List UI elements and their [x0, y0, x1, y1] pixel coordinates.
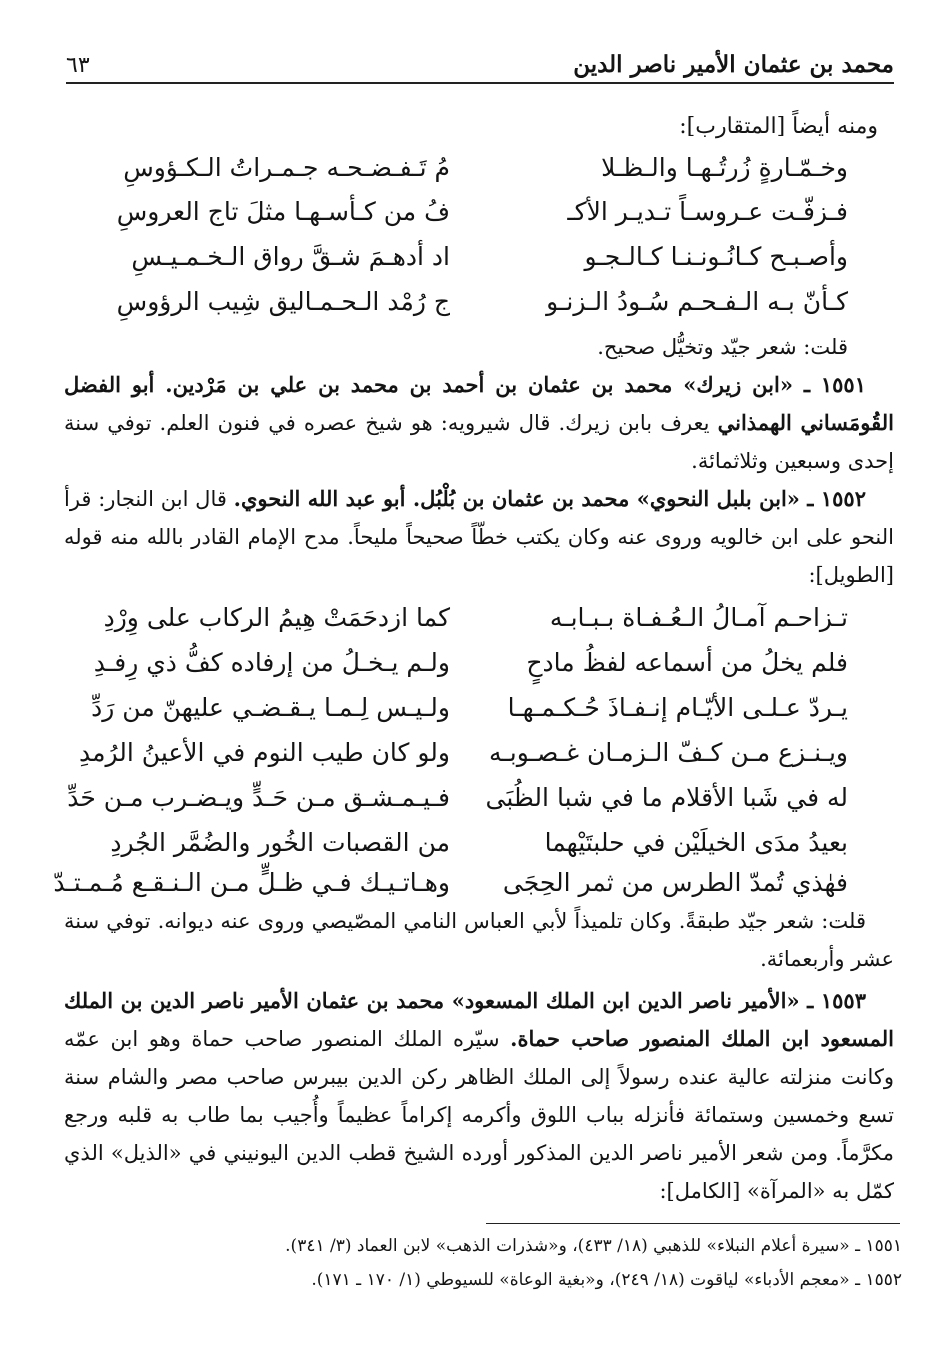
verse-second-hemistich: ج رُمْد الـحـمـاليق شِيب الرؤوسِ [116, 287, 450, 316]
running-title: محمد بن عثمان الأمير ناصر الدين [573, 51, 894, 78]
verse-first-hemistich: وأصـبـح كـانُـونـنـا كـالـجـو [584, 242, 848, 271]
verse-second-hemistich: وهـاتـيـك فـي ظـلٍّ مـن الـنـقـع مُـمـتـدّ [53, 868, 450, 897]
verse-line [66, 146, 894, 192]
verse-line [66, 641, 894, 687]
verse-line [66, 190, 894, 236]
entry-heading: ١٥٥٢ ـ «ابن بلبل النحوي» محمد بن عثمان بن بُلْبُل. أبو عبد الله النحوي. [233, 486, 866, 511]
verse-first-hemistich: تـزاحـم آمـالُ الـعُـفـاة بـبـابـه [549, 603, 848, 632]
verse-first-hemistich: له في شَبا الأقلام ما في شبا الظُبَى [485, 783, 848, 812]
verse-line [66, 776, 894, 822]
remark: قلت: شعر جيّد طبقةً. وكان تلميذاً لأبي العباس النامي المصّيصي وروى عنه ديوانه. توفي سنة عشر وأربعمائة. [64, 909, 894, 971]
entry-body: قال ابن النجار: قرأ النحو على ابن خالويه وروى عنه وكان يكتب خطّاً صحيحاً مليحاً. مدح الإمام القادر بالله منه قوله [الطويل]: [64, 487, 894, 587]
verse-second-hemistich: اد أدهـمَ شـقَّ رواق الـخـمـيـسِ [131, 242, 450, 271]
verse-line [66, 280, 894, 326]
entry-body: يعرف بابن زيرك. قال شيرويه: هو شيخ عصره في فنون العلم. توفي سنة إحدى وسبعين وثلاثمائة. [64, 411, 894, 473]
verse-line [66, 731, 894, 777]
entry-body: سيّره الملك المنصور صاحب حماة وهو ابن عمّه وكانت منزلته عالية عنده رسولاً إلى الملك الظاهر ركن الدين بيبرس صاحب مصر والشام سنة تسع وخمسين وستمائة فأنزله بباب اللوق وأكرمه إكراماً عظيماً وأُجيب بما طاب به قلبه ورجع مكرَّماً. ومن شعر الأمير ناصر الدين المذكور أورده الشيخ قطب الدين اليونيني في «الذيل» الذي كمّل به «المرآة» [الكامل]: [64, 1027, 894, 1203]
remark: قلت: شعر جيّد وتخيُّل صحيح. [597, 335, 848, 359]
verse-second-hemistich: كما ازدحَمَتْ هِيمُ الركاب على وِرْدِ [103, 603, 450, 632]
footnote: ١٥٥١ ـ «سيرة أعلام النبلاء» للذهبي (١٨/ ٤٣٣)، و«شذرات الذهب» لابن العماد (٣/ ٣٤١). [285, 1236, 902, 1256]
verse-line [66, 596, 894, 642]
page-header [66, 44, 894, 84]
verse-line [66, 235, 894, 281]
verse-first-hemistich: ويـنـزع مـن كـفّ الـزمـان غـصـوبـه [489, 738, 848, 767]
verse-second-hemistich: فُ من كـأسـهـا مثلَ تاج العروسِ [116, 197, 450, 226]
verse-first-hemistich: وخـمّـارةٍ زُرتُـهـا والـظـلا [601, 153, 848, 182]
entry-1551 [64, 366, 894, 480]
verse-first-hemistich: كـأنّ بـه الـفـحـم سُـودُ الـزنـو [546, 287, 848, 316]
footnote: ١٥٥٢ ـ «معجم الأدباء» لياقوت (١٨/ ٢٤٩)، و«بغية الوعاة» للسيوطي (١/ ١٧٠ ـ ١٧١). [311, 1270, 902, 1290]
page-number: ٦٣ [66, 53, 90, 78]
poem-intro: ومنه أيضاً [المتقارب]: [679, 114, 878, 139]
entry-heading: ١٥٥١ ـ «ابن زيرك» محمد بن عثمان بن أحمد بن محمد بن علي بن مَرْدين. أبو الفضل القُومَساني الهمذاني [64, 372, 894, 435]
verse-second-hemistich: ولو كان طيب النوم في الأعينُ الرُمدِ [78, 738, 450, 767]
verse-second-hemistich: ولـيـس لِـمـا يـقـضـي عليهنّ من رَدِّ [91, 693, 450, 722]
verse-line [53, 861, 894, 907]
verse-second-hemistich: ولـم يـخـلُ من إرفاده كفُّ ذي رِفـدِ [93, 648, 450, 677]
entry-1553 [64, 982, 894, 1210]
verse-first-hemistich: فـزفّـت عـروسـاً تـديـر الأكـ [567, 197, 848, 226]
footnote-divider [486, 1223, 900, 1224]
entry-heading: ١٥٥٣ ـ «الأمير ناصر الدين ابن الملك المسعود» محمد بن عثمان الأمير ناصر الدين بن الملك المسعود ابن الملك المنصور صاحب حماة. [64, 988, 894, 1051]
verse-second-hemistich: من القصبات الخُور والضُمَّر الجُردِ [110, 828, 450, 857]
verse-second-hemistich: مُ تَـفـضـحـه جـمـراتُ الـكـؤوسِ [123, 153, 450, 182]
verse-first-hemistich: بعيدُ مدَى الخيلَيْن في حلبتَيْهما [544, 828, 848, 857]
verse-line [66, 686, 894, 732]
verse-first-hemistich: فهٰذي تُمدّ الطرس من ثمر الحِجَى [502, 868, 848, 897]
verse-first-hemistich: يـردّ عـلـى الأيّـام إنـفـاذَ حُـكـمـهـا [507, 693, 848, 722]
verse-second-hemistich: فـيـمـشـق مـن حَـدٍّ ويـضـرب مـن حَدِّ [67, 783, 450, 812]
verse-first-hemistich: فلم يخلُ من أسماعه لفظُ مادحٍ [526, 648, 848, 677]
entry-1552 [64, 480, 894, 594]
